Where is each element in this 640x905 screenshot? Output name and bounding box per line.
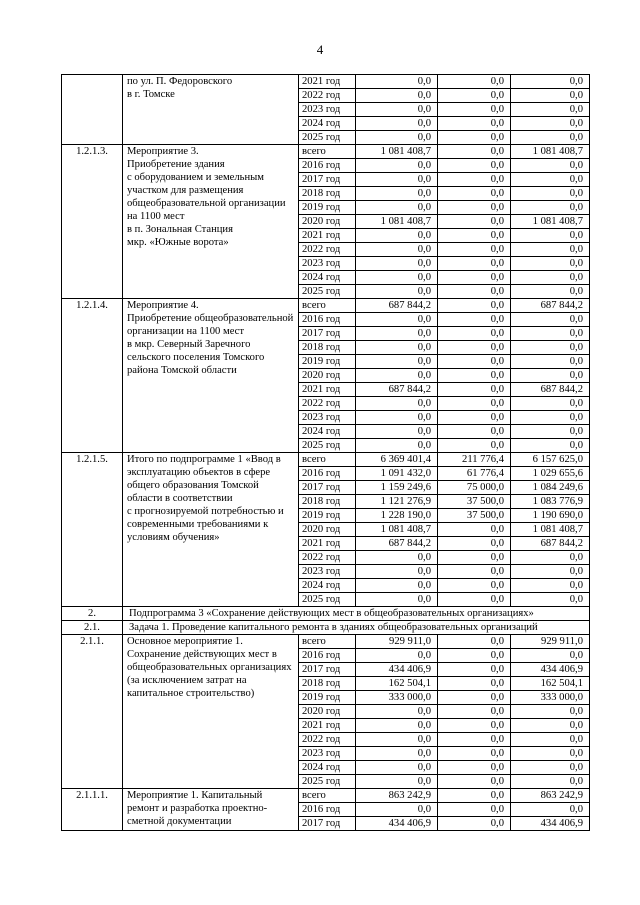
regional-cell: 0,0 — [511, 719, 590, 733]
year-cell: 2017 год — [299, 173, 356, 187]
year-cell: 2016 год — [299, 313, 356, 327]
year-cell: 2023 год — [299, 103, 356, 117]
total-cell: 1 121 276,9 — [356, 495, 438, 509]
total-cell: 687 844,2 — [356, 383, 438, 397]
total-cell: 333 000,0 — [356, 691, 438, 705]
row-code: 2.1.1. — [62, 635, 123, 789]
year-cell: 2020 год — [299, 705, 356, 719]
total-cell: 0,0 — [356, 103, 438, 117]
row-code — [62, 75, 123, 145]
federal-cell: 37 500,0 — [438, 509, 511, 523]
year-cell: 2021 год — [299, 229, 356, 243]
total-cell: 1 228 190,0 — [356, 509, 438, 523]
regional-cell: 0,0 — [511, 579, 590, 593]
year-cell: 2016 год — [299, 649, 356, 663]
total-cell: 0,0 — [356, 579, 438, 593]
total-cell: 434 406,9 — [356, 663, 438, 677]
federal-cell: 0,0 — [438, 271, 511, 285]
federal-cell: 0,0 — [438, 719, 511, 733]
regional-cell: 0,0 — [511, 75, 590, 89]
federal-cell: 0,0 — [438, 75, 511, 89]
federal-cell: 0,0 — [438, 593, 511, 607]
year-cell: 2017 год — [299, 481, 356, 495]
year-cell: 2024 год — [299, 425, 356, 439]
year-cell: 2025 год — [299, 775, 356, 789]
regional-cell: 0,0 — [511, 117, 590, 131]
regional-cell: 1 081 408,7 — [511, 145, 590, 159]
regional-cell: 0,0 — [511, 187, 590, 201]
federal-cell: 0,0 — [438, 89, 511, 103]
federal-cell: 0,0 — [438, 383, 511, 397]
total-cell: 0,0 — [356, 775, 438, 789]
year-cell: 2018 год — [299, 495, 356, 509]
row-code: 2.1. — [62, 621, 123, 635]
regional-cell: 6 157 625,0 — [511, 453, 590, 467]
federal-cell: 0,0 — [438, 425, 511, 439]
year-cell: всего — [299, 145, 356, 159]
regional-cell: 0,0 — [511, 397, 590, 411]
row-code: 1.2.1.5. — [62, 453, 123, 607]
row-description: Мероприятие 3. Приобретение здания с оборудованием и земельным участком для размещения общеобразовательной организации на 1100 мест в п. Зональная Станция мкр. «Южные ворота» — [123, 145, 299, 299]
regional-cell: 687 844,2 — [511, 299, 590, 313]
federal-cell: 0,0 — [438, 411, 511, 425]
total-cell: 1 081 408,7 — [356, 215, 438, 229]
total-cell: 0,0 — [356, 397, 438, 411]
year-cell: 2022 год — [299, 551, 356, 565]
regional-cell: 0,0 — [511, 761, 590, 775]
regional-cell: 0,0 — [511, 803, 590, 817]
year-cell: 2020 год — [299, 523, 356, 537]
federal-cell: 211 776,4 — [438, 453, 511, 467]
total-cell: 0,0 — [356, 159, 438, 173]
federal-cell: 0,0 — [438, 565, 511, 579]
row-description: Мероприятие 1. Капитальный ремонт и разработка проектно-сметной документации — [123, 789, 299, 831]
federal-cell: 37 500,0 — [438, 495, 511, 509]
table-row — [62, 75, 590, 89]
row-code: 2. — [62, 607, 123, 621]
total-cell: 0,0 — [356, 719, 438, 733]
federal-cell: 0,0 — [438, 355, 511, 369]
total-cell: 0,0 — [356, 803, 438, 817]
year-cell: 2016 год — [299, 159, 356, 173]
regional-cell: 0,0 — [511, 313, 590, 327]
year-cell: 2023 год — [299, 565, 356, 579]
year-cell: 2021 год — [299, 537, 356, 551]
total-cell: 0,0 — [356, 593, 438, 607]
federal-cell: 0,0 — [438, 523, 511, 537]
year-cell: 2024 год — [299, 579, 356, 593]
year-cell: 2022 год — [299, 397, 356, 411]
year-cell: 2017 год — [299, 663, 356, 677]
regional-cell: 0,0 — [511, 341, 590, 355]
total-cell: 0,0 — [356, 131, 438, 145]
regional-cell: 0,0 — [511, 649, 590, 663]
regional-cell: 162 504,1 — [511, 677, 590, 691]
regional-cell: 0,0 — [511, 593, 590, 607]
total-cell: 0,0 — [356, 271, 438, 285]
total-cell: 929 911,0 — [356, 635, 438, 649]
row-description: Основное мероприятие 1. Сохранение действующих мест в общеобразовательных организациях (за исключением затрат на капитальное строительство) — [123, 635, 299, 789]
regional-cell: 1 190 690,0 — [511, 509, 590, 523]
federal-cell: 0,0 — [438, 103, 511, 117]
regional-cell: 0,0 — [511, 89, 590, 103]
regional-cell: 0,0 — [511, 411, 590, 425]
year-cell: 2025 год — [299, 131, 356, 145]
total-cell: 0,0 — [356, 89, 438, 103]
year-cell: 2018 год — [299, 677, 356, 691]
total-cell: 0,0 — [356, 565, 438, 579]
federal-cell: 0,0 — [438, 187, 511, 201]
total-cell: 0,0 — [356, 229, 438, 243]
federal-cell: 0,0 — [438, 257, 511, 271]
total-cell: 0,0 — [356, 313, 438, 327]
regional-cell: 929 911,0 — [511, 635, 590, 649]
total-cell: 1 081 408,7 — [356, 523, 438, 537]
section-title: Задача 1. Проведение капитального ремонта в зданиях общеобразовательных организаций — [123, 621, 590, 635]
year-cell: 2020 год — [299, 215, 356, 229]
regional-cell: 0,0 — [511, 201, 590, 215]
regional-cell: 0,0 — [511, 257, 590, 271]
federal-cell: 0,0 — [438, 369, 511, 383]
regional-cell: 0,0 — [511, 243, 590, 257]
federal-cell: 0,0 — [438, 817, 511, 831]
year-cell: 2025 год — [299, 285, 356, 299]
year-cell: 2020 год — [299, 369, 356, 383]
total-cell: 1 091 432,0 — [356, 467, 438, 481]
total-cell: 0,0 — [356, 243, 438, 257]
regional-cell: 0,0 — [511, 733, 590, 747]
federal-cell: 0,0 — [438, 579, 511, 593]
federal-cell: 0,0 — [438, 789, 511, 803]
federal-cell: 0,0 — [438, 117, 511, 131]
regional-cell: 0,0 — [511, 131, 590, 145]
year-cell: 2019 год — [299, 509, 356, 523]
federal-cell: 61 776,4 — [438, 467, 511, 481]
total-cell: 0,0 — [356, 187, 438, 201]
regional-cell: 687 844,2 — [511, 383, 590, 397]
regional-cell: 434 406,9 — [511, 817, 590, 831]
year-cell: 2021 год — [299, 719, 356, 733]
row-description: Итого по подпрограмме 1 «Ввод в эксплуатацию объектов в сфере общего образования Томской области в соответствии с прогнозируемой потребностью и современными требованиями к условиям обучения» — [123, 453, 299, 607]
regional-cell: 0,0 — [511, 439, 590, 453]
year-cell: 2021 год — [299, 383, 356, 397]
total-cell: 434 406,9 — [356, 817, 438, 831]
regional-cell: 0,0 — [511, 705, 590, 719]
year-cell: 2018 год — [299, 341, 356, 355]
federal-cell: 0,0 — [438, 775, 511, 789]
federal-cell: 0,0 — [438, 649, 511, 663]
federal-cell: 0,0 — [438, 313, 511, 327]
federal-cell: 0,0 — [438, 537, 511, 551]
federal-cell: 0,0 — [438, 131, 511, 145]
total-cell: 0,0 — [356, 327, 438, 341]
table-row — [62, 299, 590, 313]
federal-cell: 0,0 — [438, 285, 511, 299]
year-cell: всего — [299, 299, 356, 313]
table-row — [62, 789, 590, 803]
regional-cell: 0,0 — [511, 551, 590, 565]
total-cell: 0,0 — [356, 341, 438, 355]
year-cell: 2024 год — [299, 117, 356, 131]
regional-cell: 1 081 408,7 — [511, 215, 590, 229]
regional-cell: 333 000,0 — [511, 691, 590, 705]
regional-cell: 1 083 776,9 — [511, 495, 590, 509]
year-cell: 2024 год — [299, 271, 356, 285]
total-cell: 0,0 — [356, 649, 438, 663]
year-cell: 2022 год — [299, 243, 356, 257]
total-cell: 0,0 — [356, 705, 438, 719]
year-cell: 2025 год — [299, 439, 356, 453]
year-cell: всего — [299, 635, 356, 649]
total-cell: 0,0 — [356, 285, 438, 299]
year-cell: 2019 год — [299, 201, 356, 215]
federal-cell: 0,0 — [438, 173, 511, 187]
regional-cell: 0,0 — [511, 369, 590, 383]
budget-table — [61, 74, 590, 831]
total-cell: 0,0 — [356, 173, 438, 187]
federal-cell: 0,0 — [438, 635, 511, 649]
section-row — [62, 607, 590, 621]
year-cell: 2016 год — [299, 803, 356, 817]
regional-cell: 0,0 — [511, 285, 590, 299]
federal-cell: 0,0 — [438, 733, 511, 747]
total-cell: 0,0 — [356, 551, 438, 565]
total-cell: 162 504,1 — [356, 677, 438, 691]
year-cell: 2017 год — [299, 327, 356, 341]
federal-cell: 0,0 — [438, 201, 511, 215]
row-code: 1.2.1.3. — [62, 145, 123, 299]
regional-cell: 0,0 — [511, 159, 590, 173]
total-cell: 0,0 — [356, 411, 438, 425]
regional-cell: 0,0 — [511, 747, 590, 761]
regional-cell: 0,0 — [511, 355, 590, 369]
federal-cell: 0,0 — [438, 677, 511, 691]
year-cell: 2017 год — [299, 817, 356, 831]
federal-cell: 0,0 — [438, 663, 511, 677]
federal-cell: 0,0 — [438, 341, 511, 355]
regional-cell: 1 084 249,6 — [511, 481, 590, 495]
year-cell: 2023 год — [299, 257, 356, 271]
total-cell: 1 159 249,6 — [356, 481, 438, 495]
total-cell: 687 844,2 — [356, 299, 438, 313]
regional-cell: 0,0 — [511, 327, 590, 341]
federal-cell: 0,0 — [438, 215, 511, 229]
federal-cell: 0,0 — [438, 803, 511, 817]
year-cell: 2018 год — [299, 187, 356, 201]
federal-cell: 0,0 — [438, 439, 511, 453]
year-cell: 2023 год — [299, 747, 356, 761]
federal-cell: 0,0 — [438, 551, 511, 565]
total-cell: 0,0 — [356, 201, 438, 215]
federal-cell: 0,0 — [438, 691, 511, 705]
federal-cell: 0,0 — [438, 243, 511, 257]
federal-cell: 0,0 — [438, 229, 511, 243]
table-row — [62, 453, 590, 467]
federal-cell: 75 000,0 — [438, 481, 511, 495]
page-number: 4 — [316, 42, 324, 57]
regional-cell: 687 844,2 — [511, 537, 590, 551]
table-body — [62, 75, 590, 831]
year-cell: 2022 год — [299, 89, 356, 103]
row-description: по ул. П. Федоровского в г. Томске — [123, 75, 299, 145]
total-cell: 1 081 408,7 — [356, 145, 438, 159]
federal-cell: 0,0 — [438, 327, 511, 341]
regional-cell: 1 029 655,6 — [511, 467, 590, 481]
federal-cell: 0,0 — [438, 761, 511, 775]
total-cell: 0,0 — [356, 369, 438, 383]
row-code: 2.1.1.1. — [62, 789, 123, 831]
federal-cell: 0,0 — [438, 159, 511, 173]
federal-cell: 0,0 — [438, 747, 511, 761]
total-cell: 687 844,2 — [356, 537, 438, 551]
federal-cell: 0,0 — [438, 705, 511, 719]
year-cell: 2025 год — [299, 593, 356, 607]
total-cell: 0,0 — [356, 761, 438, 775]
year-cell: всего — [299, 789, 356, 803]
year-cell: 2022 год — [299, 733, 356, 747]
regional-cell: 0,0 — [511, 103, 590, 117]
year-cell: всего — [299, 453, 356, 467]
regional-cell: 0,0 — [511, 271, 590, 285]
section-title: Подпрограмма 3 «Сохранение действующих мест в общеобразовательных организациях» — [123, 607, 590, 621]
year-cell: 2019 год — [299, 355, 356, 369]
regional-cell: 863 242,9 — [511, 789, 590, 803]
regional-cell: 0,0 — [511, 775, 590, 789]
total-cell: 0,0 — [356, 257, 438, 271]
total-cell: 0,0 — [356, 355, 438, 369]
regional-cell: 0,0 — [511, 173, 590, 187]
total-cell: 0,0 — [356, 733, 438, 747]
total-cell: 0,0 — [356, 439, 438, 453]
total-cell: 0,0 — [356, 747, 438, 761]
row-code: 1.2.1.4. — [62, 299, 123, 453]
total-cell: 863 242,9 — [356, 789, 438, 803]
federal-cell: 0,0 — [438, 145, 511, 159]
total-cell: 0,0 — [356, 117, 438, 131]
table-row — [62, 145, 590, 159]
regional-cell: 0,0 — [511, 565, 590, 579]
federal-cell: 0,0 — [438, 299, 511, 313]
federal-cell: 0,0 — [438, 397, 511, 411]
section-row — [62, 621, 590, 635]
row-description: Мероприятие 4. Приобретение общеобразовательной организации на 1100 мест в мкр. Северный Заречного сельского поселения Томского района Томской области — [123, 299, 299, 453]
year-cell: 2023 год — [299, 411, 356, 425]
regional-cell: 434 406,9 — [511, 663, 590, 677]
total-cell: 0,0 — [356, 75, 438, 89]
table-row — [62, 635, 590, 649]
year-cell: 2016 год — [299, 467, 356, 481]
year-cell: 2024 год — [299, 761, 356, 775]
regional-cell: 0,0 — [511, 229, 590, 243]
regional-cell: 1 081 408,7 — [511, 523, 590, 537]
regional-cell: 0,0 — [511, 425, 590, 439]
year-cell: 2019 год — [299, 691, 356, 705]
total-cell: 0,0 — [356, 425, 438, 439]
year-cell: 2021 год — [299, 75, 356, 89]
total-cell: 6 369 401,4 — [356, 453, 438, 467]
